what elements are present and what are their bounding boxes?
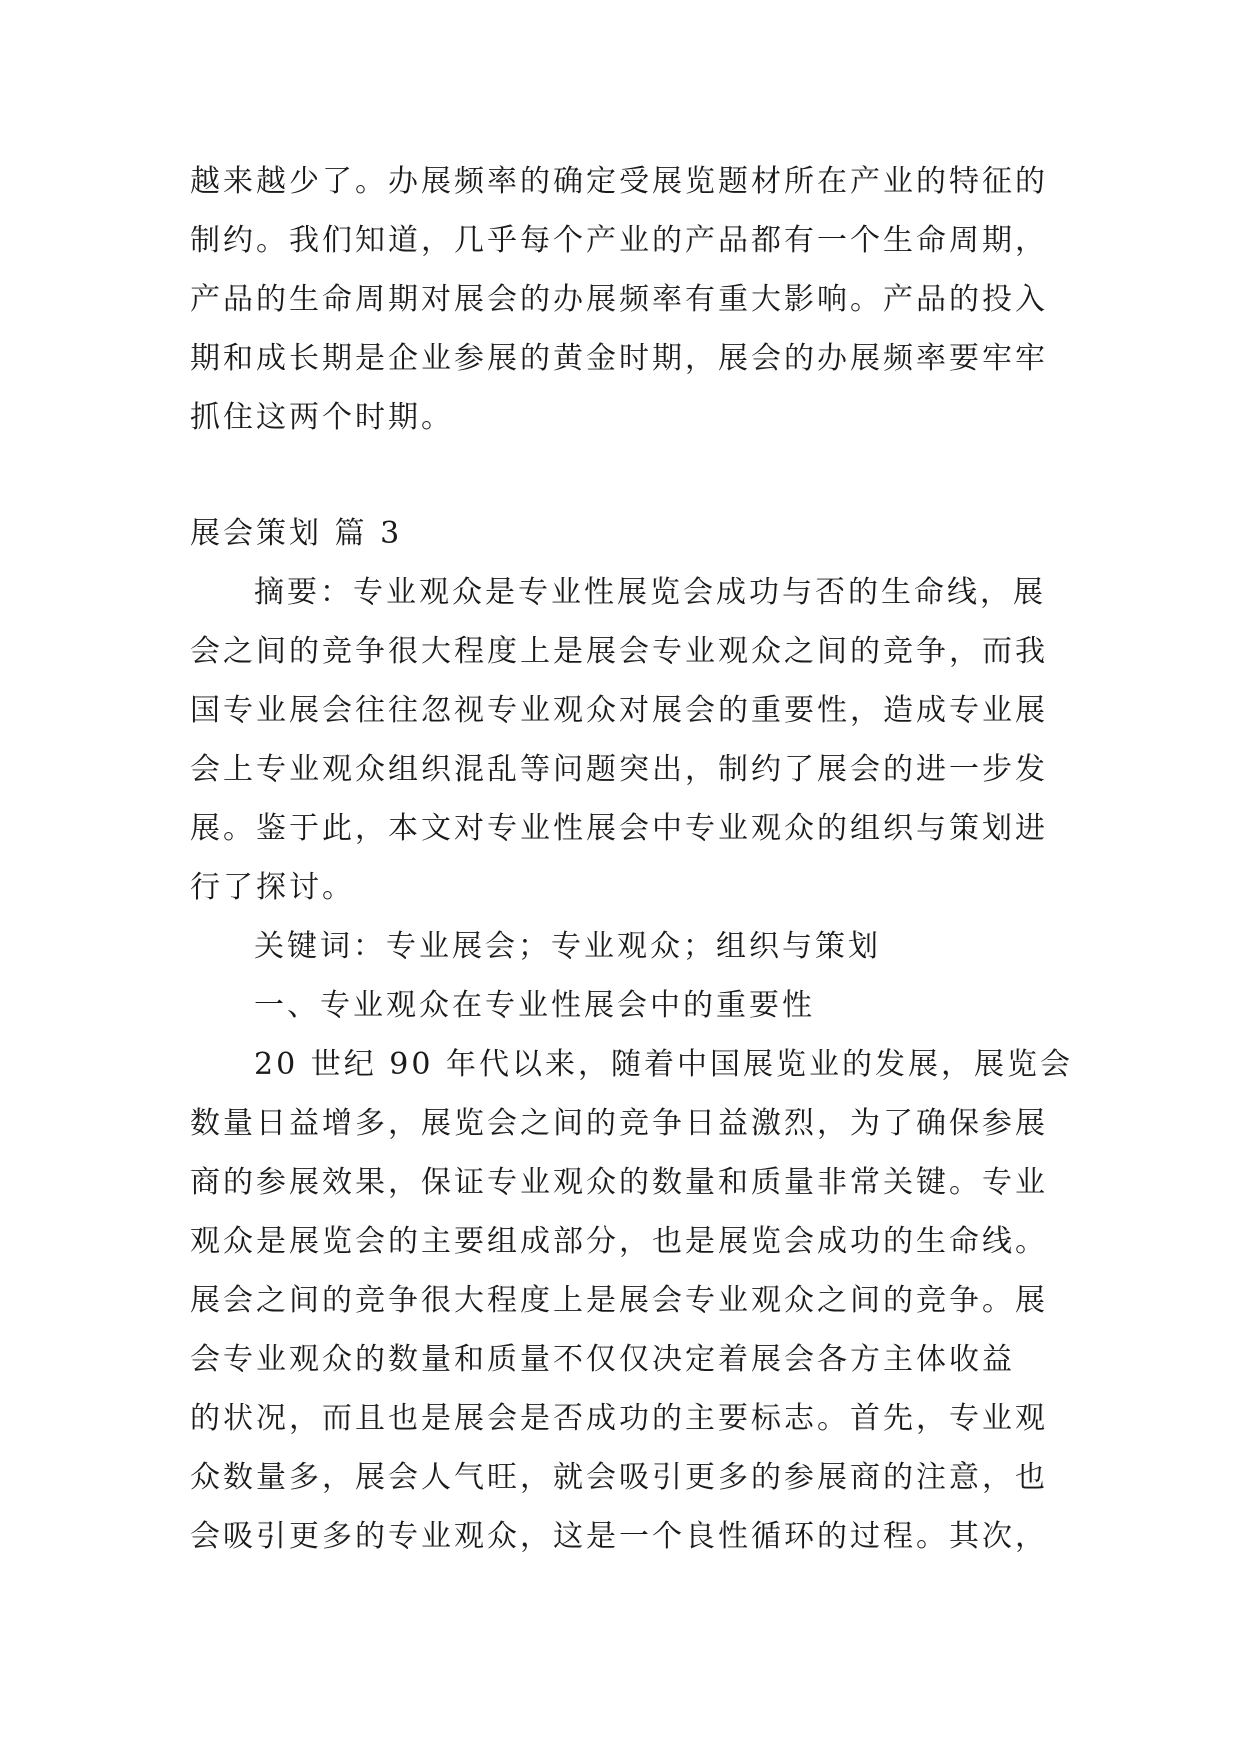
abstract-line: 会上专业观众组织混乱等问题突出，制约了展会的进一步发: [190, 752, 1048, 787]
subheading: 一、专业观众在专业性展会中的重要性: [254, 988, 815, 1023]
paragraph-line: 越来越少了。办展频率的确定受展览题材所在产业的特征的: [190, 164, 1048, 199]
body-line: 商的参展效果，保证专业观众的数量和质量非常关键。专业: [190, 1165, 1048, 1200]
keywords-line: 关键词：专业展会；专业观众；组织与策划: [254, 929, 881, 964]
body-line: 观众是展览会的主要组成部分，也是展览会成功的生命线。: [190, 1224, 1048, 1259]
body-line: 20 世纪 90 年代以来，随着中国展览业的发展，展览会: [254, 1047, 1073, 1082]
body-line: 会吸引更多的专业观众，这是一个良性循环的过程。其次，: [190, 1519, 1048, 1554]
paragraph-line: 抓住这两个时期。: [190, 400, 454, 435]
article-body: [190, 504, 1073, 1566]
abstract-line: 会之间的竞争很大程度上是展会专业观众之间的竞争，而我: [190, 634, 1048, 669]
abstract-line: 国专业展会往往忽视专业观众对展会的重要性，造成专业展: [190, 693, 1048, 728]
body-line: 数量日益增多，展览会之间的竞争日益激烈，为了确保参展: [190, 1106, 1048, 1141]
abstract-line: 展。鉴于此，本文对专业性展会中专业观众的组织与策划进: [190, 811, 1048, 846]
body-line: 众数量多，展会人气旺，就会吸引更多的参展商的注意，也: [190, 1460, 1048, 1495]
abstract-line: 行了探讨。: [190, 870, 355, 905]
body-line: 的状况，而且也是展会是否成功的主要标志。首先，专业观: [190, 1401, 1048, 1436]
body-line: 展会之间的竞争很大程度上是展会专业观众之间的竞争。展: [190, 1283, 1048, 1318]
continuation-paragraph: [190, 152, 1050, 447]
paragraph-line: 制约。我们知道，几乎每个产业的产品都有一个生命周期，: [190, 223, 1048, 258]
section-heading: 展会策划 篇 3: [190, 516, 403, 551]
paragraph-line: 期和成长期是企业参展的黄金时期，展会的办展频率要牢牢: [190, 341, 1048, 376]
abstract-line: 摘要：专业观众是专业性展览会成功与否的生命线，展: [254, 575, 1046, 610]
body-line: 会专业观众的数量和质量不仅仅决定着展会各方主体收益: [190, 1342, 1015, 1377]
paragraph-line: 产品的生命周期对展会的办展频率有重大影响。产品的投入: [190, 282, 1048, 317]
